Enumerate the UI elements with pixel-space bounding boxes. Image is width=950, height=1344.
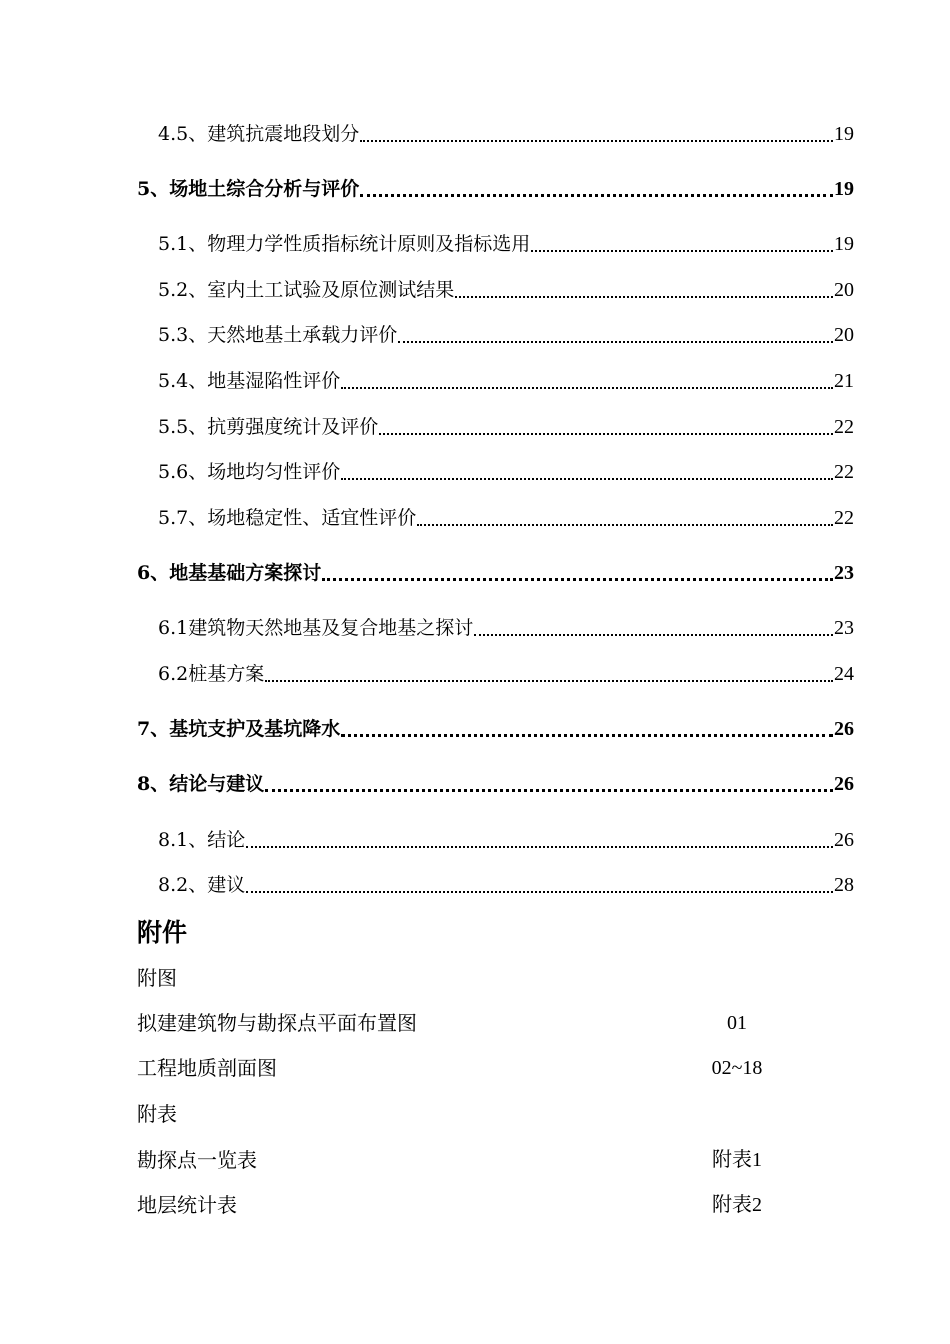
toc-entry-label: 8、结论与建议 — [137, 773, 265, 795]
toc-dot-leader — [341, 478, 833, 480]
toc-entry-label: 8.2、建议 — [158, 874, 246, 896]
toc-dot-leader — [341, 734, 833, 737]
toc-entry-label: 5、场地土综合分析与评价 — [137, 178, 360, 200]
tables-heading — [137, 1099, 777, 1129]
toc-entry-label: 5.4、地基湿陷性评价 — [158, 370, 341, 392]
toc-dot-leader — [417, 524, 833, 526]
attachment-title: 工程地质剖面图 — [137, 1056, 277, 1080]
attachment-title: 拟建建筑物与勘探点平面布置图 — [137, 1011, 417, 1035]
toc-entry-label: 8.1、结论 — [158, 829, 246, 851]
toc-subsection-entry[interactable] — [158, 119, 854, 149]
toc-subsection-entry[interactable] — [158, 229, 854, 259]
toc-dot-leader — [474, 634, 833, 636]
toc-subsection-entry[interactable] — [158, 659, 854, 689]
toc-subsection-entry[interactable] — [158, 870, 854, 900]
toc-dot-leader — [265, 680, 833, 682]
toc-page-number: 19 — [834, 233, 854, 255]
toc-page-number: 22 — [834, 416, 854, 438]
toc-subsection-entry[interactable] — [158, 503, 854, 533]
toc-page-number: 20 — [834, 279, 854, 301]
attachment-row — [137, 1053, 777, 1083]
attachments-heading: 附件 — [137, 918, 188, 947]
toc-page-number: 23 — [834, 562, 854, 584]
toc-entry-label: 5.5、抗剪强度统计及评价 — [158, 416, 379, 438]
toc-page-number: 19 — [834, 123, 854, 145]
attachment-title: 勘探点一览表 — [137, 1148, 257, 1172]
toc-section-entry[interactable] — [137, 714, 854, 744]
toc-page-number: 22 — [834, 461, 854, 483]
toc-entry-label: 6、地基基础方案探讨 — [137, 562, 322, 584]
toc-entry-label: 6.1建筑物天然地基及复合地基之探讨 — [158, 617, 474, 639]
toc-entry-label: 5.2、室内土工试验及原位测试结果 — [158, 279, 455, 301]
toc-entry-label: 5.3、天然地基土承载力评价 — [158, 324, 398, 346]
toc-page-number: 26 — [834, 773, 854, 795]
toc-subsection-entry[interactable] — [158, 613, 854, 643]
toc-page-number: 20 — [834, 324, 854, 346]
toc-subsection-entry[interactable] — [158, 457, 854, 487]
toc-dot-leader — [360, 194, 833, 197]
toc-dot-leader — [398, 341, 833, 343]
toc-page-number: 26 — [834, 718, 854, 740]
toc-dot-leader — [379, 433, 833, 435]
toc-page-number: 22 — [834, 507, 854, 529]
toc-section-entry[interactable] — [137, 558, 854, 588]
toc-subsection-entry[interactable] — [158, 366, 854, 396]
attachment-row — [137, 1145, 777, 1175]
attachment-row — [137, 1008, 777, 1038]
toc-dot-leader — [322, 578, 833, 581]
tables-heading-label: 附表 — [137, 1102, 177, 1126]
attachment-ref: 01 — [727, 1012, 747, 1034]
attachment-ref: 02~18 — [711, 1057, 763, 1079]
toc-entry-label: 5.7、场地稳定性、适宜性评价 — [158, 507, 417, 529]
toc-subsection-entry[interactable] — [158, 275, 854, 305]
toc-entry-label: 4.5、建筑抗震地段划分 — [158, 123, 360, 145]
toc-entry-label: 5.1、物理力学性质指标统计原则及指标选用 — [158, 233, 531, 255]
attachment-ref: 附表2 — [712, 1194, 762, 1216]
toc-subsection-entry[interactable] — [158, 825, 854, 855]
toc-subsection-entry[interactable] — [158, 320, 854, 350]
toc-entry-label: 5.6、场地均匀性评价 — [158, 461, 341, 483]
attachment-row — [137, 1190, 777, 1220]
toc-page-number: 19 — [834, 178, 854, 200]
toc-dot-leader — [360, 140, 833, 142]
toc-dot-leader — [246, 891, 833, 893]
toc-section-entry[interactable] — [137, 769, 854, 799]
toc-page-number: 21 — [834, 370, 854, 392]
toc-page-number: 24 — [834, 663, 854, 685]
toc-page-number: 23 — [834, 617, 854, 639]
attachment-ref: 附表1 — [712, 1149, 762, 1171]
figures-heading — [137, 963, 777, 993]
toc-dot-leader — [531, 250, 833, 252]
toc-dot-leader — [246, 846, 833, 848]
toc-page-number: 26 — [834, 829, 854, 851]
toc-dot-leader — [341, 387, 833, 389]
toc-entry-label: 7、基坑支护及基坑降水 — [137, 718, 341, 740]
toc-dot-leader — [455, 296, 833, 298]
toc-page-number: 28 — [834, 874, 854, 896]
toc-section-entry[interactable] — [137, 174, 854, 204]
attachment-title: 地层统计表 — [137, 1193, 237, 1217]
toc-subsection-entry[interactable] — [158, 412, 854, 442]
toc-dot-leader — [265, 789, 833, 792]
figures-heading-label: 附图 — [137, 966, 177, 990]
toc-entry-label: 6.2桩基方案 — [158, 663, 265, 685]
